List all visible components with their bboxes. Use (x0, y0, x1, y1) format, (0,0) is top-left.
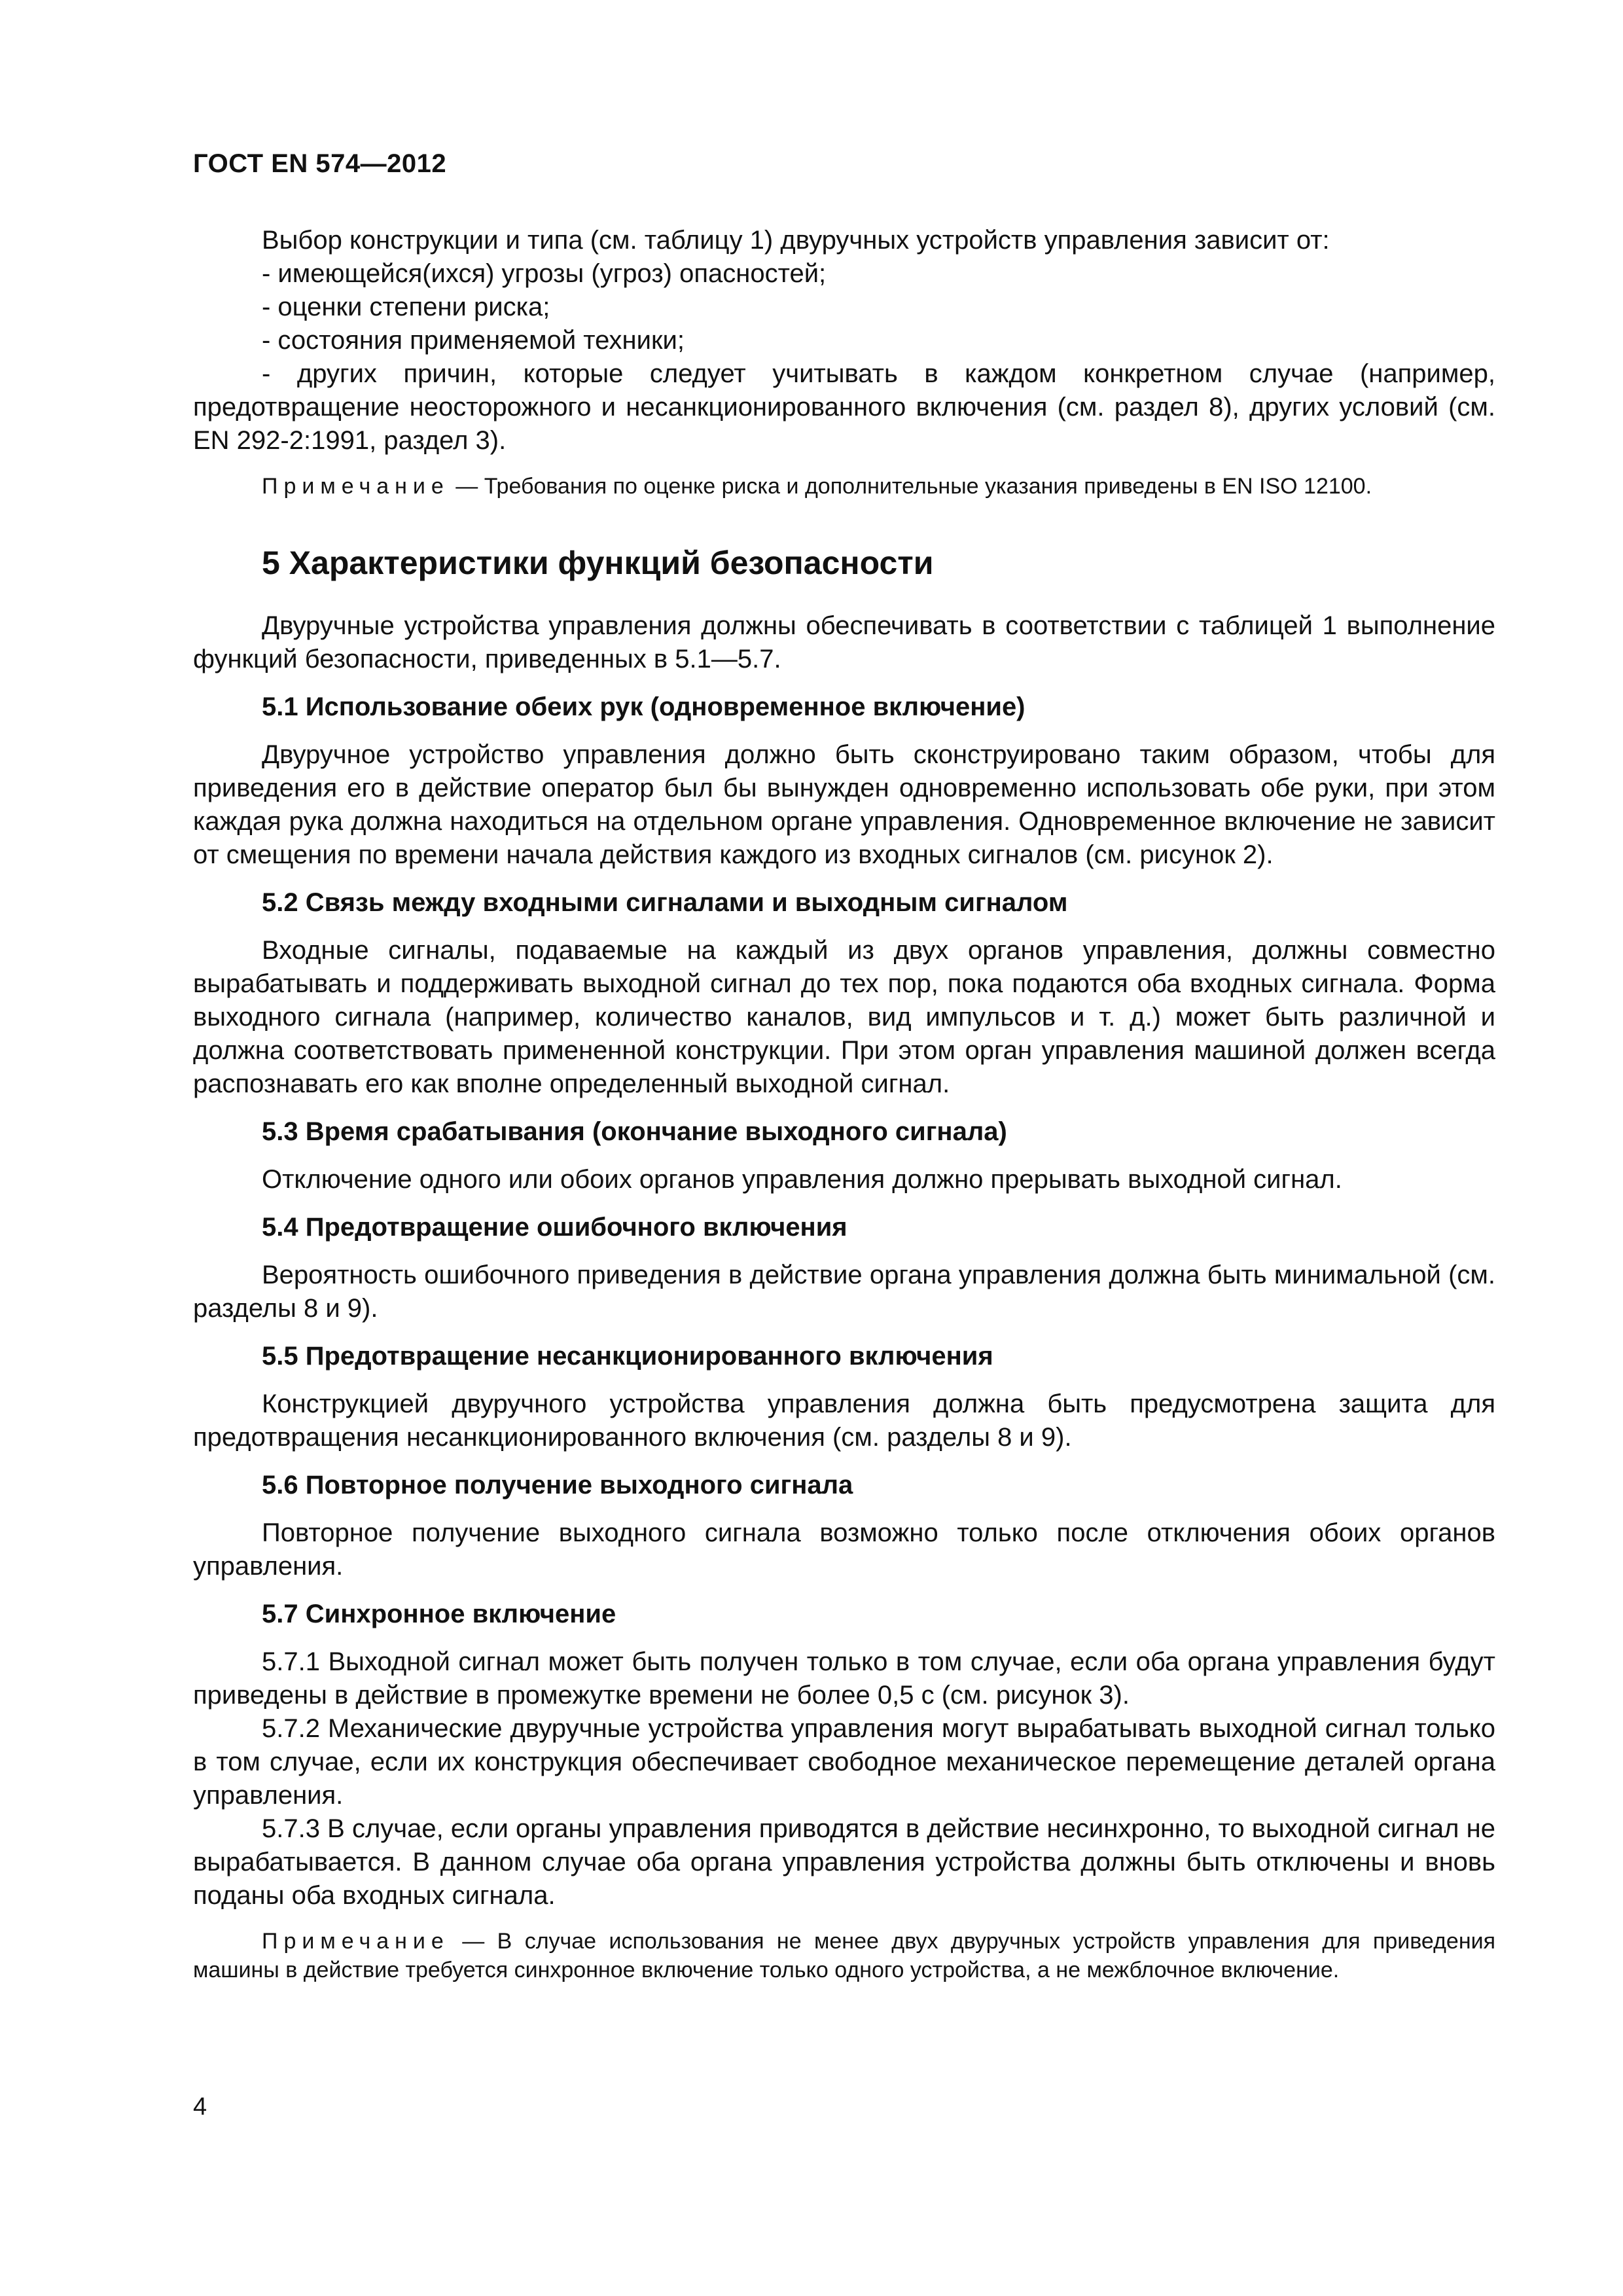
paragraph: Двуручное устройство управления должно быть сконструировано таким образом, чтобы для приведения его в действие оператор был бы вынужден одновременно использовать обе руки, при этом каждая рука должна находиться на отдельном органе управления. Одновременное включение не зависит от смещения по времени начала действия каждого из входных сигналов (см. рисунок 2). (193, 740, 1495, 869)
note-text: — Требования по оценке риска и дополнительные указания приведены в EN ISO 12100. (449, 474, 1372, 499)
paragraph: Отключение одного или обоих органов управления должно прерывать выходной сигнал. (262, 1165, 1342, 1194)
note (193, 1927, 1495, 1984)
document-header: ГОСТ EN 574—2012 (193, 149, 447, 178)
paragraph: Конструкцией двуручного устройства управления должна быть предусмотрена защита для предотвращения несанкционированного включения (см. разделы 8 и 9). (193, 1390, 1495, 1452)
subsection-title: 5.1 Использование обеих рук (одновременное включение) (262, 692, 1026, 721)
paragraph: 5.7.1 Выходной сигнал может быть получен только в том случае, если оба органа управления будут приведены в действие в промежутке времени не более 0,5 с (см. рисунок 3). (193, 1647, 1495, 1710)
paragraph: 5.7.3 В случае, если органы управления приводятся в действие несинхронно, то выходной сигнал не вырабатывается. В данном случае оба органа управления устройства должны быть отключены и вновь поданы оба входных сигнала. (193, 1814, 1495, 1910)
page-number: 4 (193, 2093, 207, 2121)
note (193, 472, 1495, 501)
intro-paragraph: Выбор конструкции и типа (см. таблицу 1) двуручных устройств управления зависит от: (262, 226, 1330, 255)
subsection-title: 5.4 Предотвращение ошибочного включения (262, 1213, 847, 1242)
section-intro: Двуручные устройства управления должны обеспечивать в соответствии с таблицей 1 выполнение функций безопасности, приведенных в 5.1—5.7. (193, 611, 1495, 673)
note-label: Примечание (262, 1929, 450, 1954)
list-item: - других причин, которые следует учитывать в каждом конкретном случае (например, предотвращение неосторожного и несанкционированного включения (см. раздел 8), других условий (см. EN 292-2:1991, раздел 3). (193, 359, 1495, 455)
note-text: — В случае использования не менее двух двуручных устройств управления для приведения машины в действие требуется синхронное включение только одного устройства, а не межблочное включение. (193, 1929, 1495, 1982)
page-content (193, 224, 1495, 1984)
list-item: - оценки степени риска; (262, 293, 550, 321)
list-item: - состояния применяемой техники; (262, 326, 685, 355)
subsection-title: 5.7 Синхронное включение (262, 1600, 616, 1628)
subsection-title: 5.2 Связь между входными сигналами и выходным сигналом (262, 888, 1068, 917)
paragraph: Входные сигналы, подаваемые на каждый из двух органов управления, должны совместно вырабатывать и поддерживать выходной сигнал до тех пор, пока подаются оба входных сигнала. Форма выходного сигнала (например, количество каналов, вид импульсов и т. д.) может быть различной и должна соответствовать примененной конструкции. При этом орган управления машиной должен всегда распознавать его как вполне определенный выходной сигнал. (193, 936, 1495, 1098)
subsection-title: 5.5 Предотвращение несанкционированного включения (262, 1342, 993, 1371)
subsection-title: 5.6 Повторное получение выходного сигнала (262, 1471, 853, 1499)
paragraph: Вероятность ошибочного приведения в действие органа управления должна быть минимальной (см. разделы 8 и 9). (193, 1261, 1495, 1323)
paragraph: 5.7.2 Механические двуручные устройства управления могут вырабатывать выходной сигнал только в том случае, если их конструкция обеспечивает свободное механическое перемещение деталей органа управления. (193, 1714, 1495, 1810)
list-item: - имеющейся(ихся) угрозы (угроз) опасностей; (262, 259, 827, 288)
section-title: 5 Характеристики функций безопасности (262, 545, 934, 581)
note-label: Примечание (262, 474, 450, 499)
subsection-title: 5.3 Время срабатывания (окончание выходного сигнала) (262, 1117, 1007, 1146)
paragraph: Повторное получение выходного сигнала возможно только после отключения обоих органов управления. (193, 1518, 1495, 1581)
